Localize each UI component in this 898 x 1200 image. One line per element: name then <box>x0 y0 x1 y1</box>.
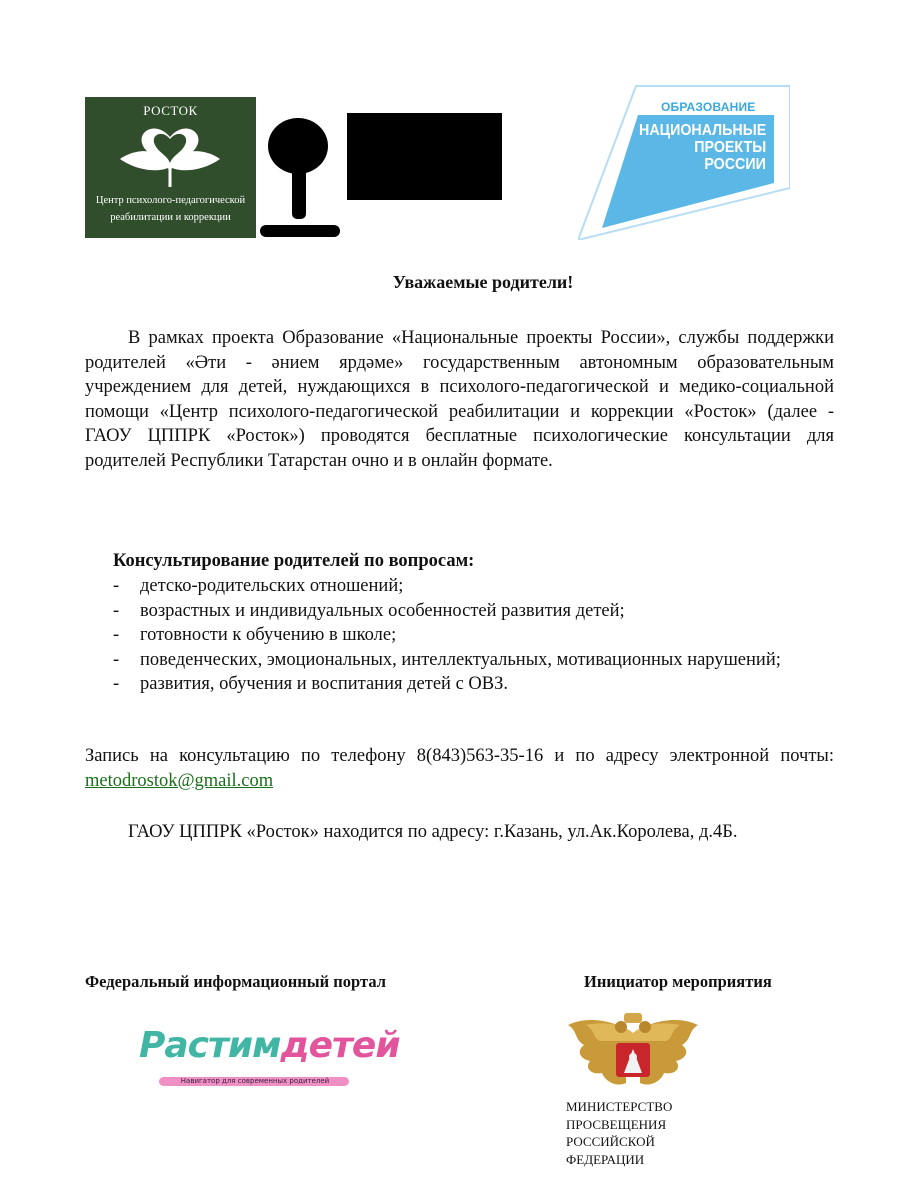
address-paragraph: ГАОУ ЦППРК «Росток» находится по адресу: г.Казань, ул.Ак.Королева, д.4Б. <box>128 822 738 842</box>
ministry-line2: ПРОСВЕЩЕНИЯ <box>566 1116 667 1132</box>
rostok-logo-title: РОСТОК <box>143 103 198 118</box>
rostok-logo-subtitle: Центр психолого-педагогической <box>95 195 246 206</box>
rastim-logo-part2: детей <box>280 1025 400 1066</box>
stamp-icon <box>260 112 345 238</box>
ministry-line4: ФЕДЕРАЦИИ <box>566 1151 645 1167</box>
list-item: - поведенческих, эмоциональных, интеллектуальных, мотивационных нарушений; <box>85 648 834 673</box>
national-projects-top: ОБРАЗОВАНИЕ <box>661 100 756 114</box>
contact-text: Запись на консультацию по телефону 8(843)563-35-16 и по адресу электронной почты: <box>85 746 834 766</box>
national-projects-line3: РОССИИ <box>704 156 766 173</box>
page-title: Уважаемые родители! <box>392 272 574 292</box>
initiator-label: Инициатор мероприятия <box>584 972 772 991</box>
email-link[interactable]: metodrostok@gmail.com <box>85 770 274 791</box>
rostok-logo-subtitle-2: реабилитации и коррекции <box>110 212 231 223</box>
federal-portal-label: Федеральный информационный портал <box>85 972 386 991</box>
rastim-detey-logo <box>135 1025 400 1095</box>
ministry-label <box>566 1098 672 1168</box>
rastim-logo-title <box>139 1025 400 1066</box>
list-title: Консультирование родителей по вопросам: <box>113 551 475 571</box>
consultation-topics-list <box>85 574 834 697</box>
rastim-logo-part1: Растим <box>139 1025 281 1066</box>
redacted-box <box>347 113 502 200</box>
list-item: - детско-родительских отношений; <box>85 574 834 599</box>
list-item: - развития, обучения и воспитания детей с ОВЗ. <box>85 672 834 697</box>
double-headed-eagle-icon <box>566 1013 701 1098</box>
list-item: - готовности к обучению в школе; <box>85 623 834 648</box>
national-projects-line1: НАЦИОНАЛЬНЫЕ <box>638 122 766 139</box>
rastim-logo-tagline: Навигатор для современных родителей <box>180 1077 330 1085</box>
national-projects-logo <box>578 85 790 240</box>
list-item: - возрастных и индивидуальных особенностей развития детей; <box>85 599 834 624</box>
contact-paragraph <box>85 744 834 793</box>
intro-paragraph: В рамках проекта Образование «Национальные проекты России», службы поддержки родителей «Әти - әнием ярдәме» государственным автономным образовательным учреждением для детей, нуждающихся в психолого-педагогической и медико-социальной помощи «Центр психолого-педагогической реабилитации и коррекции «Росток» (далее - ГАОУ ЦППРК «Росток») проводятся бесплатные психологические консультации для родителей Республики Татарстан очно и в онлайн формате. <box>85 328 834 471</box>
leaves-heart-icon <box>115 123 225 191</box>
ministry-line3: РОССИЙСКОЙ <box>566 1134 655 1149</box>
ministry-line1: МИНИСТЕРСТВО <box>566 1099 673 1114</box>
rostok-logo <box>85 97 256 238</box>
national-projects-line2: ПРОЕКТЫ <box>694 139 766 156</box>
